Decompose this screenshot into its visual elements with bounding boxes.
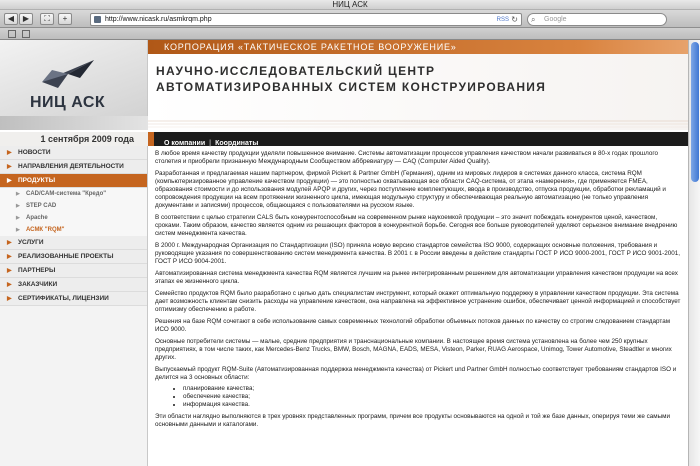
header-decoration — [148, 118, 688, 130]
paragraph: Эти области наглядно выполняются в трех уровнях представленных программ, причем все продукты основываются на одной и той же базе данных, оперируя теми же самыми основными данными и каталогами. — [155, 413, 670, 428]
main-content — [155, 146, 683, 466]
sidebar-item-label: УСЛУГИ — [18, 239, 44, 246]
sidebar — [0, 146, 148, 466]
paragraph: В соответствии с целью стратегии CALS быть конкурентоспособным на современном рынке наукоемкой продукции – это значит побеждать конкурентов ценой, качеством, сроками. Таким образом, качество является одним из решающих факторов в конкурентной борьбе. Сегодня все больше руководителей уделяют серьезное внимание внедрению систем менеджмента качества. — [155, 214, 678, 237]
sidebar-subitem-label: STEP CAD — [26, 203, 57, 209]
address-bar[interactable] — [90, 13, 522, 26]
bookmarks-bar — [0, 28, 700, 40]
sidebar-item-label: ПАРТНЕРЫ — [18, 267, 56, 274]
sidebar-item-label: ЗАКАЗЧИКИ — [18, 281, 58, 288]
logo-underline — [0, 116, 148, 130]
list-item: • информация качества. — [183, 401, 683, 409]
arrow-icon: ▶ — [7, 296, 12, 302]
sidebar-subitem-label: CAD/CAM-система "Кредо" — [26, 191, 107, 197]
sidebar-item-products[interactable] — [0, 174, 147, 188]
sidebar-item-label: НОВОСТИ — [18, 149, 51, 156]
search-input[interactable] — [527, 13, 667, 26]
rocket-logo-icon — [38, 52, 98, 92]
logo-text: НИЦ АСК — [30, 94, 106, 111]
arrow-icon: ▶ — [16, 191, 20, 197]
page-title-line2: АВТОМАТИЗИРОВАННЫХ СИСТЕМ КОНСТРУИРОВАНИЯ — [156, 80, 547, 94]
sidebar-item-label: РЕАЛИЗОВАННЫЕ ПРОЕКТЫ — [18, 253, 114, 260]
paragraph: Основные потребители системы — малые, средние предприятия и транснациональные компании. В настоящее время система установлена на более чем 250 крупных предприятиях, в том числе таких, как Mercedes-Benz Trucks, BMW, Bosch, MAGNA, EADS, MESA, Visteon, Parker, RUAG Aerospace, Unimog, Tower Automotive, Steadtler и многих других. — [155, 338, 672, 361]
arrow-icon: ▶ — [7, 240, 12, 246]
sidebar-item-customers[interactable] — [0, 278, 147, 292]
scrollbar-thumb[interactable] — [691, 42, 699, 182]
sidebar-subitem-label: Apache — [26, 215, 48, 221]
url-text: http://www.nicask.ru/asmkrqm.php — [105, 16, 212, 23]
sidebar-subitem-apache[interactable] — [0, 212, 147, 224]
arrow-icon: ▶ — [7, 254, 12, 260]
arrow-icon: ▶ — [7, 268, 12, 274]
paragraph: Семейство продуктов RQM было разработано с целью дать специалистам инструмент, который окажет оптимальную поддержку в управлении качеством продукции. Эта система дает возможность клиентам снизить расходы на управление качеством, она направлена на эффективное устранение ошибок, обеспечивает ценной информацией и способствует оптимизму обеспечению в работе. — [155, 290, 681, 313]
arrow-icon: ▶ — [16, 203, 20, 209]
top-menu — [148, 132, 688, 146]
bookmarks-grid-icon[interactable] — [22, 30, 30, 38]
browser-toolbar — [0, 10, 700, 28]
paragraph: В любое время качеству продукции уделяли повышенное внимание. Системы автоматизации процессов управления качеством начали развиваться в 80-х годах прошлого столетия и приобрели признанную Международным Сообществом аббревиатуру — CAQ (Computer Aided Quality). — [155, 150, 658, 165]
menu-about-link[interactable]: О компании — [164, 140, 206, 147]
sidebar-item-certificates[interactable] — [0, 292, 147, 306]
paragraph: Выпускаемый продукт RQM-Suite (Автоматизированная поддержка менеджмента качества) от Pickert und Partner GmbH полностью соответствует требованиям стандартов ISO и делится на 3 основных области: — [155, 366, 677, 381]
menu-separator: | — [209, 140, 212, 147]
sidebar-item-news[interactable] — [0, 146, 147, 160]
web-page — [0, 40, 688, 466]
arrow-icon: ▶ — [7, 150, 12, 156]
vertical-scrollbar[interactable] — [688, 40, 700, 466]
current-date: 1 сентября 2009 года — [0, 132, 148, 146]
fullscreen-button[interactable]: ⛶ — [40, 13, 54, 25]
back-button[interactable]: ◀ — [4, 13, 18, 25]
forward-button[interactable]: ▶ — [19, 13, 33, 25]
list-item: • обеспечение качества; — [183, 393, 683, 401]
arrow-icon: ▶ — [16, 227, 20, 233]
arrow-icon: ▶ — [7, 282, 12, 288]
list-item: • планирование качества; — [183, 385, 683, 393]
sidebar-subitem-stepcad[interactable] — [0, 200, 147, 212]
corporation-banner: КОРПОРАЦИЯ «ТАКТИЧЕСКОЕ РАКЕТНОЕ ВООРУЖЕНИЕ» — [148, 40, 688, 54]
sidebar-item-label: ПРОДУКТЫ — [18, 177, 56, 184]
sidebar-subitem-label: АСМК "RQM" — [26, 227, 65, 233]
search-icon: ⌕ — [531, 15, 536, 24]
sidebar-item-projects[interactable] — [0, 250, 147, 264]
page-title-line1: НАУЧНО-ИССЛЕДОВАТЕЛЬСКИЙ ЦЕНТР — [156, 64, 436, 78]
reload-icon[interactable]: ↻ — [511, 15, 518, 24]
sidebar-item-directions[interactable] — [0, 160, 147, 174]
sidebar-item-partners[interactable] — [0, 264, 147, 278]
sidebar-subitem-credo[interactable] — [0, 188, 147, 200]
quality-areas-list — [183, 385, 683, 409]
paragraph: Решения на базе RQM сочетают в себе использование самых современных технологий обработки объемных потоков данных по качеству со строгим следованием стандартам ИСО 9000. — [155, 318, 671, 333]
menu-contacts-link[interactable]: Координаты — [215, 140, 259, 147]
sidebar-subitem-rqm[interactable] — [0, 224, 147, 236]
arrow-icon: ▶ — [7, 178, 12, 184]
paragraph: Разработанная и предлагаемая нашим партнером, фирмой Pickert & Partner GmbH (Германия), одним из мировых лидеров в системах данного класса, система RQM (компьютеризированное управление качеством продукции) — это полностью охватывающая все области CAQ-система, от этапа «намерения», где применяется FMEA, образования стоимости и до использования модулей APQP и других, через поступление комплектующих, ввода в производство, отпуска продукции, обработки рекламаций и сопровождения продукции на всем протяжении жизненного цикла, имеющая модульную структуру и обеспечивающая реальную автоматизацию (не только управления документами и записями) процессов, общающаяся с пользователями на русском языке. — [155, 170, 666, 209]
sidebar-item-services[interactable] — [0, 236, 147, 250]
rss-icon[interactable]: RSS — [496, 17, 509, 23]
bookmarks-book-icon[interactable] — [8, 30, 16, 38]
sidebar-item-label: НАПРАВЛЕНИЯ ДЕЯТЕЛЬНОСТИ — [18, 163, 124, 170]
search-placeholder: Google — [544, 16, 567, 23]
favicon-icon — [94, 16, 101, 23]
sidebar-item-label: СЕРТИФИКАТЫ, ЛИЦЕНЗИИ — [18, 295, 109, 302]
paragraph: В 2000 г. Международная Организация по Стандартизации (ISO) приняла новую версию стандартов семейства ISO 9000, содержащих основные положения, требования и руководящие указания по совершенствованию систем менеджмента качества. В 2001 г. в России введены в действие стандарты ГОСТ Р ИСО 9000-2001, ГОСТ Р ИСО 9001-2001, ГОСТ Р ИСО 9004-2001. — [155, 242, 680, 265]
arrow-icon: ▶ — [16, 215, 20, 221]
add-bookmark-button[interactable]: + — [58, 13, 72, 25]
arrow-icon: ▶ — [7, 164, 12, 170]
window-title: НИЦ АСК — [0, 0, 700, 10]
paragraph: Автоматизированная система менеджмента качества RQM является лучшим на рынке интегрированным решением для автоматизации управления качеством продукции на всех этапах ее жизненного цикла. — [155, 270, 678, 285]
logo[interactable] — [0, 40, 148, 130]
